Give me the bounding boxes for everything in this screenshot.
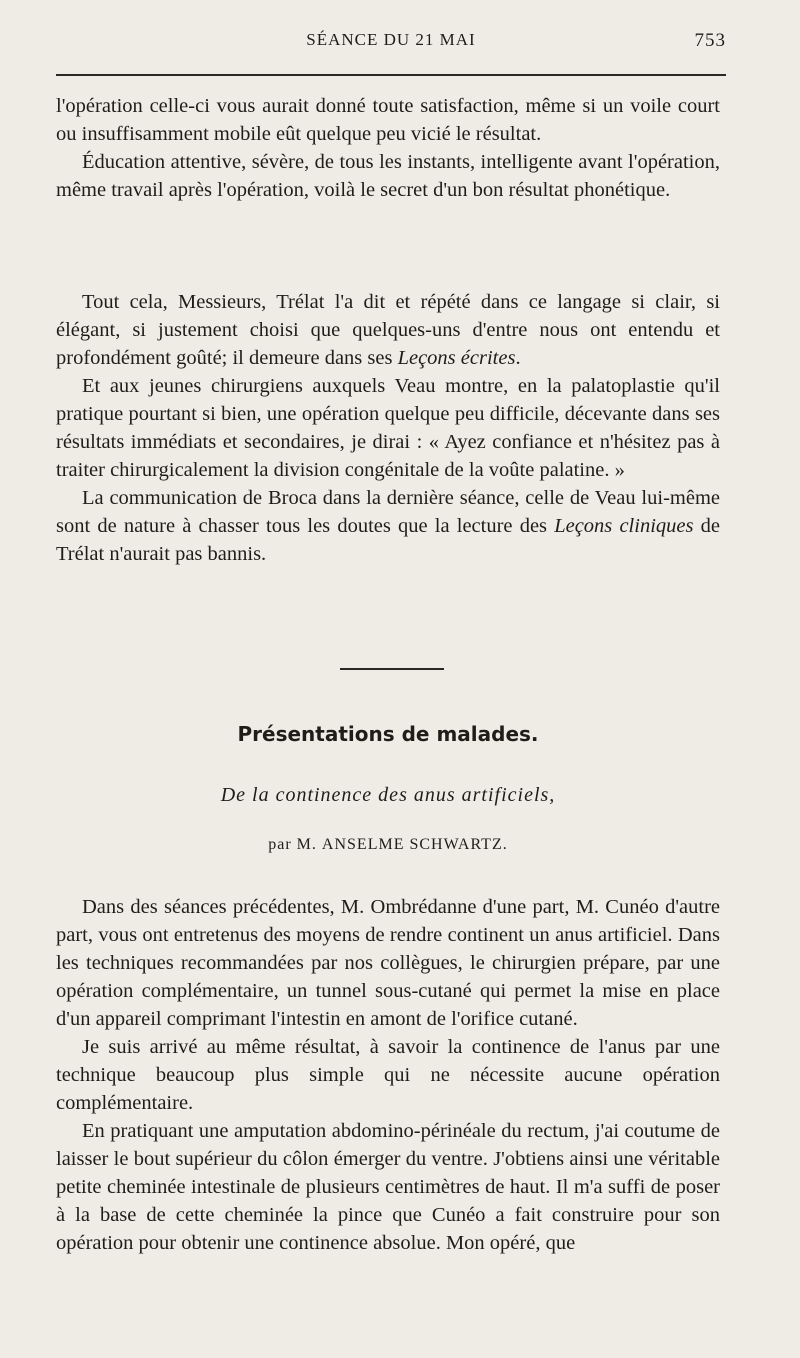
paragraph-broca-text: La communication de Broca dans la dernière séance, celle de Veau lui-même sont de nature à chasser tous les doutes que la lecture des (56, 487, 720, 537)
paragraph-seances: Dans des séances précédentes, M. Ombrédanne d'une part, M. Cunéo d'autre part, vous ont entretenus des moyens de rendre continent un anus artificiel. Dans les techniques recommandées par nos collègues, le chirurgien prépare, par une opération complémentaire, un tunnel sous-cutané qui permet la mise en place d'un appareil comprimant l'intestin en amont de l'orifice cutané. (56, 896, 720, 1030)
paragraph-continuation: l'opération celle-ci vous aurait donné toute satisfaction, même si un voile court ou insuffisamment mobile eût quelque peu vicié le résultat. (56, 95, 720, 145)
lecons-ecrites-title: Leçons écrites (397, 347, 516, 369)
bottom-text-block (56, 893, 720, 1257)
paragraph-trelat-end: . (515, 347, 521, 369)
running-head (56, 30, 726, 64)
paragraph-broca (56, 484, 720, 568)
paragraph-jeunes-chirurgiens: Et aux jeunes chirurgiens auxquels Veau montre, en la palatoplastie qu'il pratique pourtant si bien, une opération quelque peu difficile, décevante dans ses résultats immédiats et secondaires, je dirai : « Ayez confiance et n'hésitez pas à traiter chirurgicalement la division congénitale de la voûte palatine. » (56, 375, 720, 481)
article-title: De la continence des anus artificiels, (220, 784, 556, 806)
paragraph-broca-end: de Trélat n'aurait pas bannis. (56, 515, 720, 565)
paragraph-resultat: Je suis arrivé au même résultat, à savoir la continence de l'anus par une technique beaucoup plus simple qui ne nécessite aucune opération complémentaire. (56, 1036, 720, 1114)
byline-author: ANSELME SCHWARTZ. (321, 836, 508, 853)
paragraph-amputation: En pratiquant une amputation abdomino-périnéale du rectum, j'ai coutume de laisser le bout supérieur du côlon émerger du ventre. J'obtiens ainsi une véritable petite cheminée intestinale de plusieurs centimètres de haut. Il m'a suffi de poser à la base de cette cheminée la pince que Cunéo a fait construire pour son opération pour obtenir une continence absolue. Mon opéré, que (56, 1120, 720, 1254)
lecons-cliniques-title: Leçons cliniques (554, 515, 694, 537)
byline-prefix: par M. (268, 836, 317, 853)
byline (56, 836, 720, 854)
paragraph-trelat (56, 288, 720, 372)
paragraph-education: Éducation attentive, sévère, de tous les instants, intelligente avant l'opération, même travail après l'opération, voilà le secret d'un bon résultat phonétique. (56, 151, 720, 201)
top-text-block (56, 92, 720, 204)
running-head-title: SÉANCE DU 21 MAI (306, 30, 476, 49)
header-rule (56, 74, 726, 76)
paragraph-trelat-text: Tout cela, Messieurs, Trélat l'a dit et répété dans ce langage si clair, si élégant, si justement choisi que quelques-uns d'entre nous ont entendu et profondément goûté; il demeure dans ses (56, 291, 720, 369)
middle-text-block (56, 288, 720, 568)
page-number: 753 (694, 30, 726, 51)
section-heading: Présentations de malades. (237, 722, 539, 746)
section-separator (340, 668, 444, 670)
